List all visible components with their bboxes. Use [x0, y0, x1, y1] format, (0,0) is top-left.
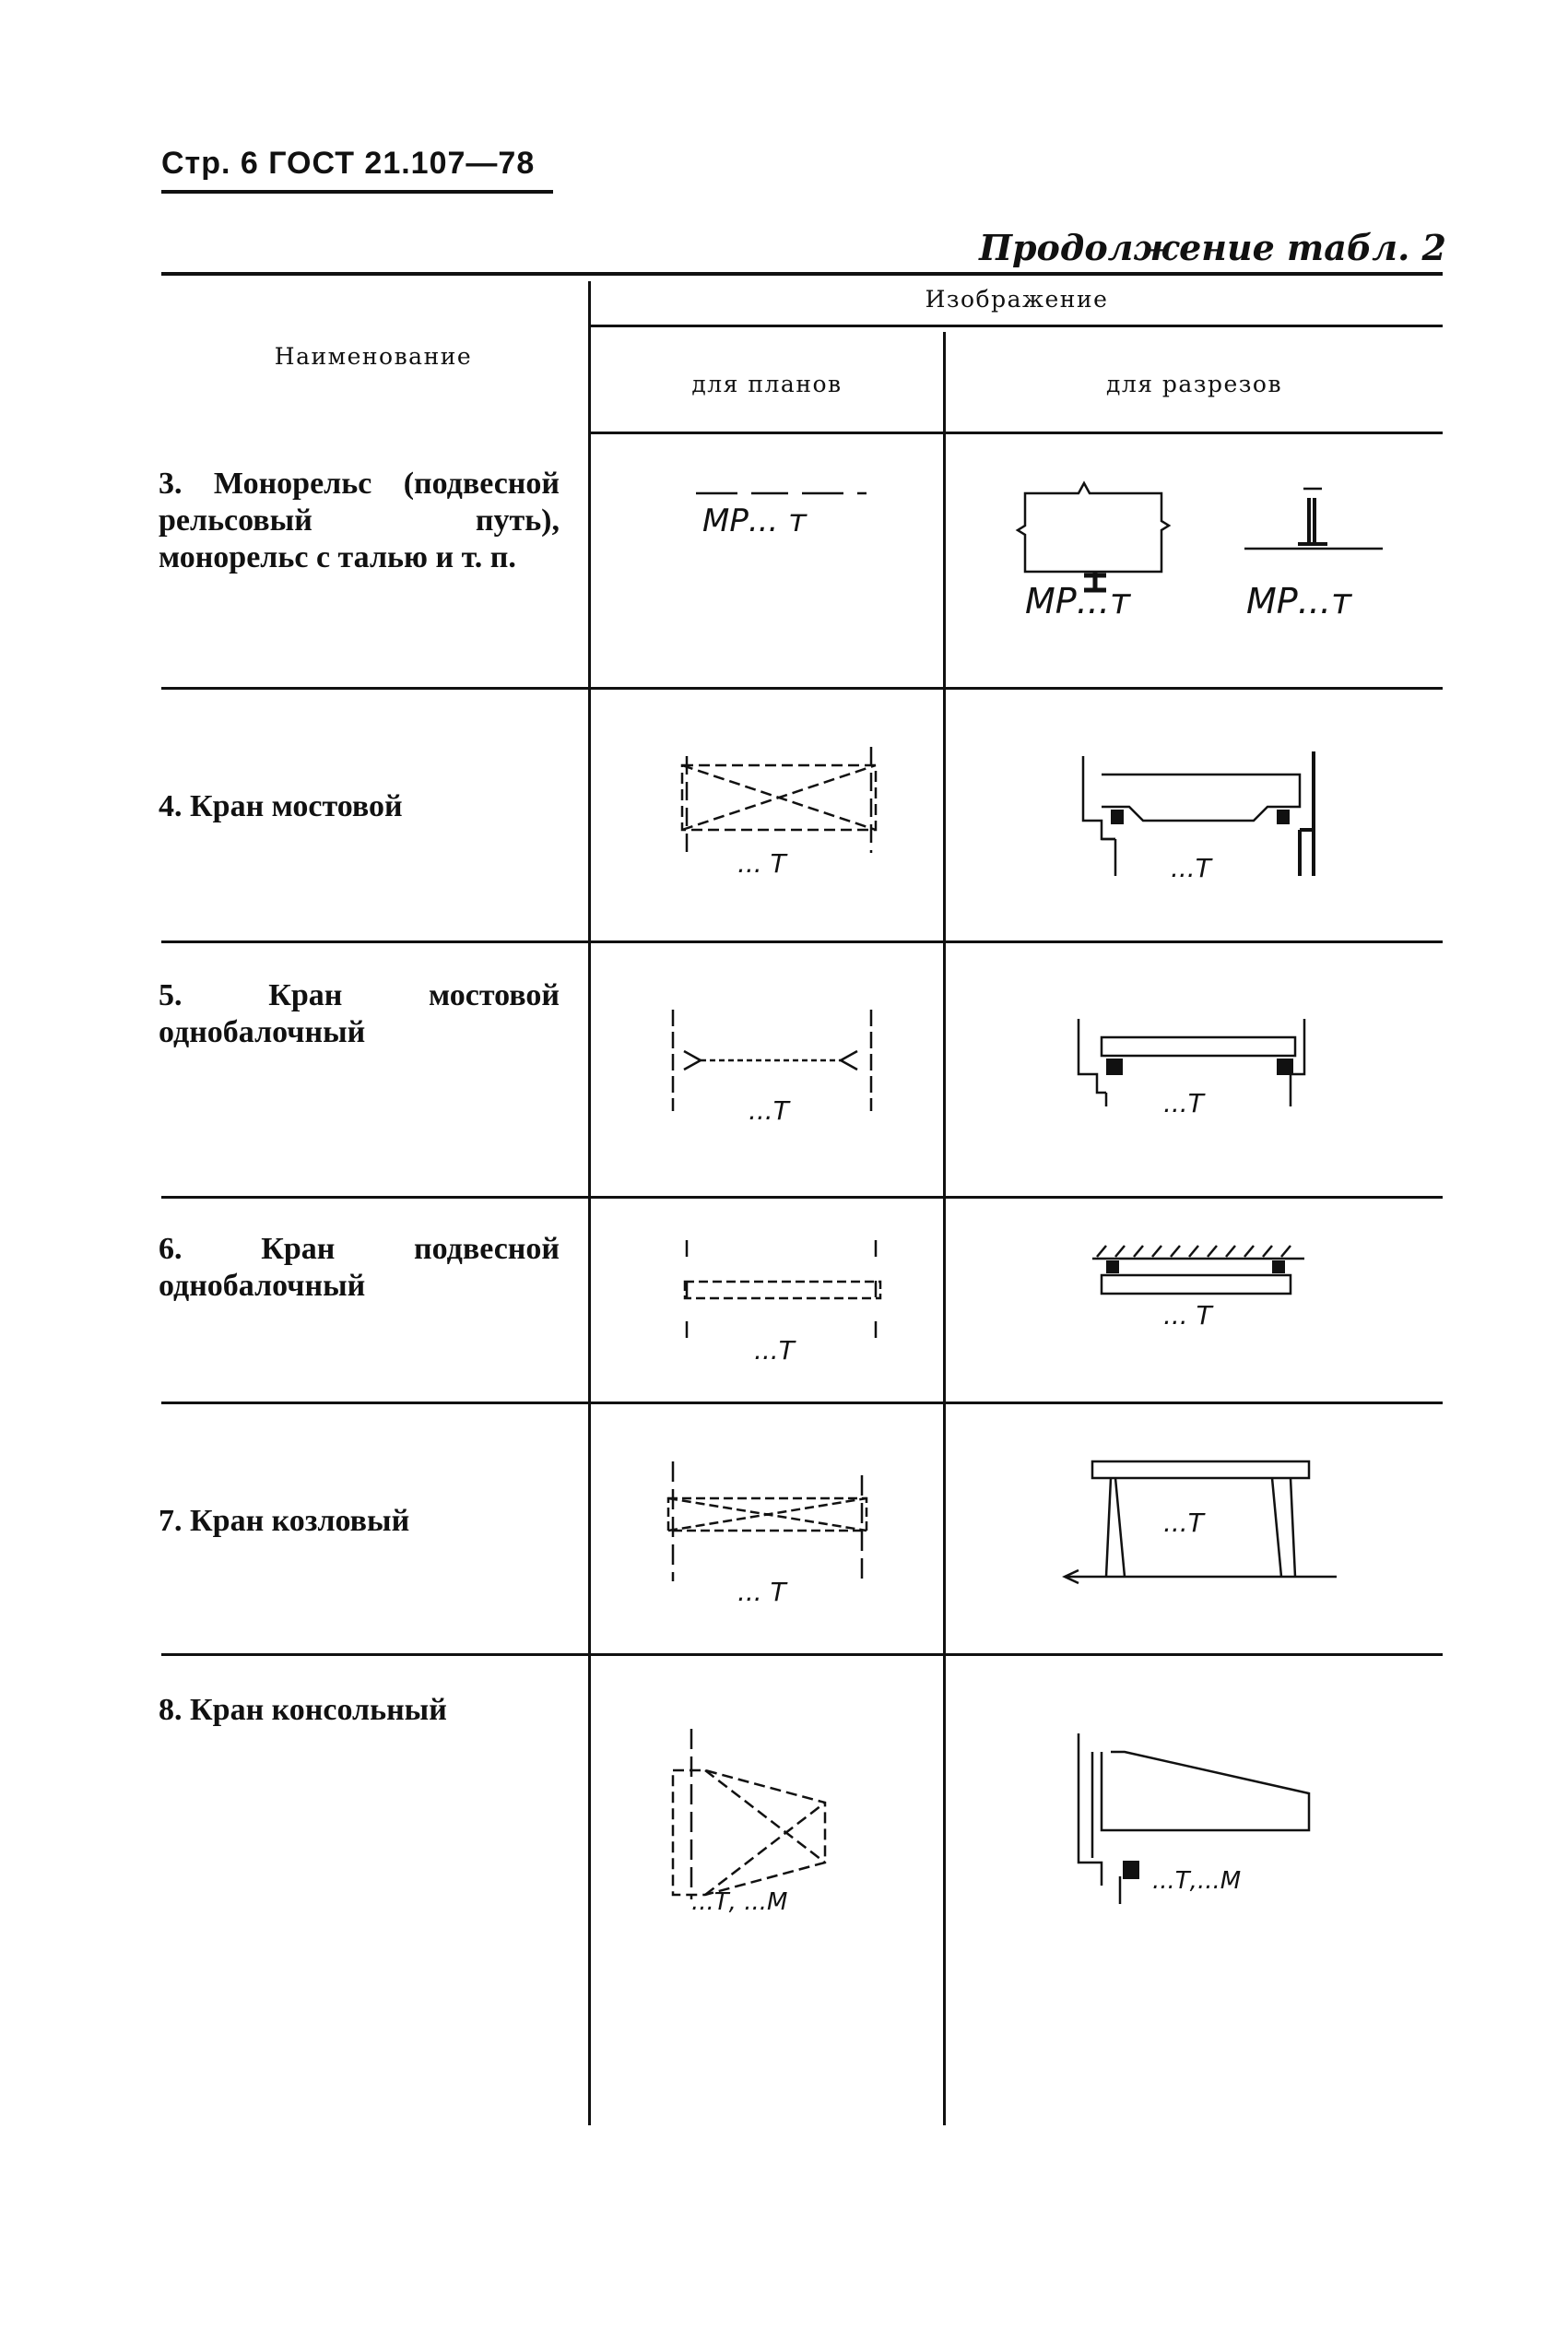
row-separator [161, 1196, 1443, 1199]
page-header: Стр. 6 ГОСТ 21.107—78 [161, 146, 536, 181]
column-header-name: Наименование [274, 343, 473, 370]
row-7-section-mark: ...Т [1163, 1508, 1204, 1538]
monorail-section-symbol-2 [1244, 479, 1392, 562]
image-subheader-rule [591, 325, 1443, 327]
monorail-section-symbol-1 [1014, 479, 1180, 581]
column-header-plans: для планов [691, 371, 843, 397]
row-6-plan-mark: ...Т [754, 1335, 795, 1366]
row-separator [161, 1402, 1443, 1404]
row-8-plan-mark: ...Т, ...М [691, 1888, 788, 1916]
row-4-plan-mark: ... Т [737, 848, 786, 879]
table-continuation-label: Продолжение табл. 2 [979, 227, 1446, 268]
row-5-name: 5. Кран мостовой однобалочный [159, 978, 560, 1049]
row-6-section-mark: ... Т [1163, 1300, 1212, 1331]
column-header-sections: для разрезов [1105, 371, 1283, 397]
row-separator [161, 1653, 1443, 1656]
row-8-name: 8. Кран консольный [159, 1693, 447, 1727]
header-underline [161, 190, 553, 194]
gantry-crane-plan-symbol [659, 1457, 880, 1586]
row-separator [161, 687, 1443, 690]
row-3-plan-mark: МР... т [702, 503, 807, 539]
row-3-section-mark-2: МР...т [1246, 581, 1352, 621]
row-3-section-mark-1: МР...т [1025, 581, 1131, 621]
row-3-name: 3. Монорельс (подвесной рельсовый путь), монорельс с талью и т. п. [159, 467, 560, 574]
row-5-plan-mark: ...Т [749, 1095, 789, 1126]
row-8-section-mark: ...Т,...М [1152, 1867, 1242, 1895]
row-5-section-mark: ...Т [1163, 1088, 1204, 1118]
row-6-name: 6. Кран подвесной однобалочный [159, 1232, 560, 1303]
row-separator [161, 940, 1443, 943]
table-vrule-2 [943, 332, 946, 2125]
row-4-name: 4. Кран мостовой [159, 789, 403, 823]
row-7-plan-mark: ... Т [737, 1577, 786, 1607]
cantilever-crane-plan-symbol [659, 1724, 843, 1899]
table-vrule-1 [588, 281, 591, 2125]
row-4-section-mark: ...Т [1171, 853, 1211, 883]
table-header-bottom-rule [591, 432, 1443, 434]
table-top-rule [161, 272, 1443, 276]
row-7-name: 7. Кран козловый [159, 1504, 410, 1538]
column-header-image: Изображение [925, 286, 1109, 313]
